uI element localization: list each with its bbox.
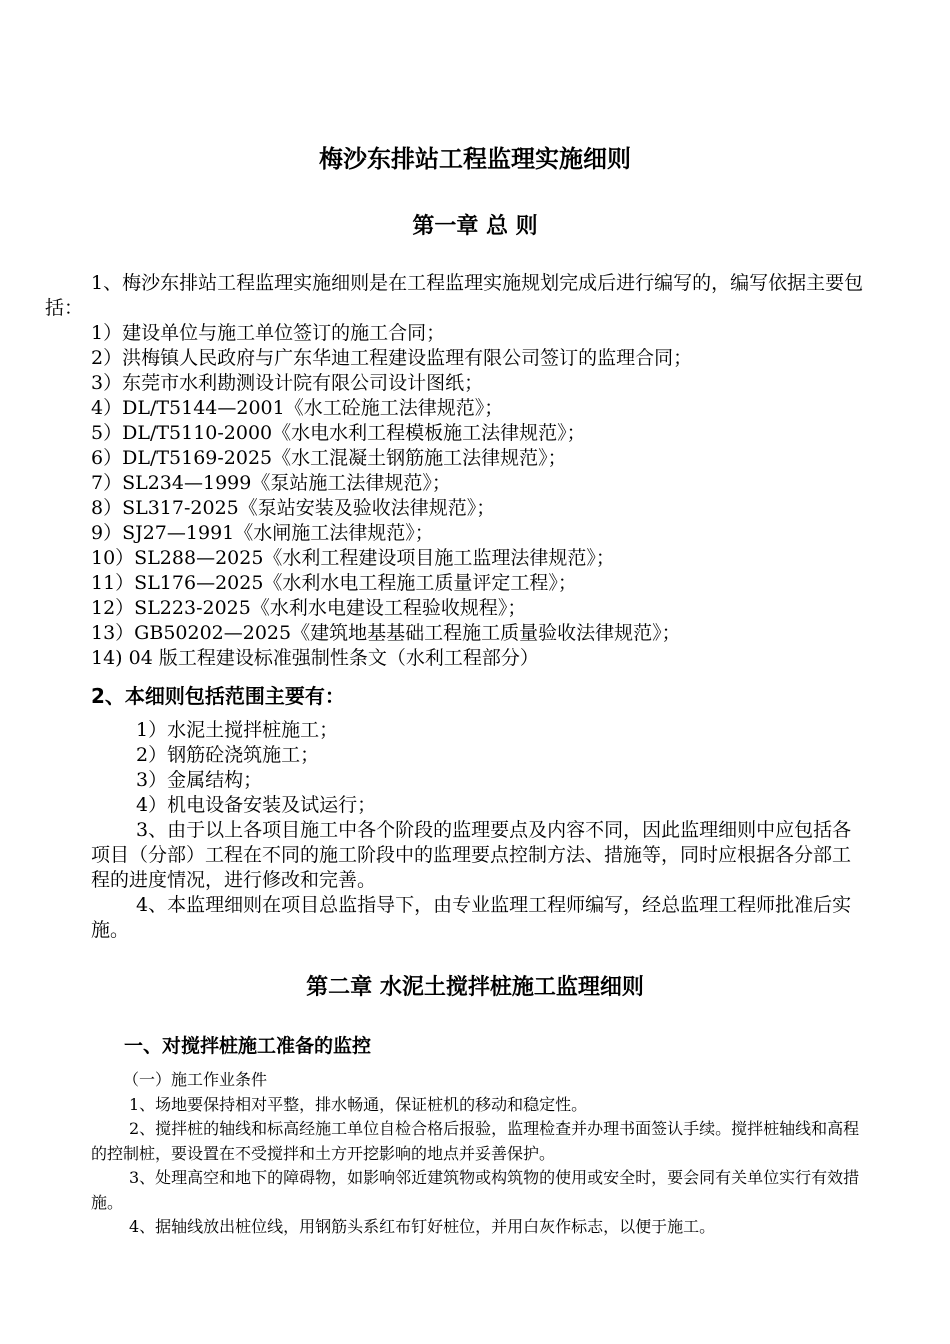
- basis-item: 2）洪梅镇人民政府与广东华迪工程建设监理有限公司签订的监理合同；: [91, 347, 693, 369]
- basis-item: 1）建设单位与施工单位签订的施工合同；: [91, 322, 446, 344]
- chapter-2-heading: 第二章 水泥土搅拌桩施工监理细则: [306, 975, 644, 1000]
- scope-item: 3）金属结构；: [136, 769, 263, 791]
- basis-item: 12）SL223-2025《水利水电建设工程验收规程》；: [91, 597, 527, 619]
- basis-item: 8）SL317-2025《泵站安装及验收法律规范》；: [91, 497, 496, 519]
- condition-item: 3、处理高空和地下的障碍物，如影响邻近建筑物或构筑物的使用或安全时，要会同有关单位实行有效措施。: [91, 1168, 860, 1212]
- paragraph-4: 4、本监理细则在项目总监指导下，由专业监理工程师编写，经总监理工程师批准后实施。: [91, 894, 852, 941]
- section-1-heading: 一、对搅拌桩施工准备的监控: [124, 1035, 372, 1057]
- scope-item: 4）机电设备安装及试运行；: [136, 794, 377, 816]
- scope-heading: 2、本细则包括范围主要有：: [91, 684, 345, 708]
- basis-item: 13）GB50202—2025《建筑地基基础工程施工质量验收法律规范》；: [91, 622, 681, 644]
- condition-item: 2、搅拌桩的轴线和标高经施工单位自检合格后报验，监理检查并办理书面签认手续。搅拌桩轴线和高程的控制桩，要设置在不受搅拌和土方开挖影响的地点并妥善保护。: [91, 1119, 860, 1163]
- condition-item: 4、据轴线放出桩位线，用钢筋头系红布钉好桩位，并用白灰作标志，以便于施工。: [129, 1217, 716, 1236]
- basis-item: 5）DL/T5110-2000《水电水利工程模板施工法律规范》；: [91, 422, 586, 444]
- scope-block: [91, 718, 867, 943]
- intro-paragraph: 1、梅沙东排站工程监理实施细则是在工程监理实施规划完成后进行编写的，编写依据主要包括：: [45, 272, 864, 319]
- condition-item: 1、场地要保持相对平整，排水畅通，保证桩机的移动和稳定性。: [129, 1094, 588, 1114]
- basis-item: 4）DL/T5144—2001《水工砼施工法律规范》；: [91, 397, 504, 419]
- work-conditions-block: [91, 1068, 867, 1240]
- basis-item: 9）SJ27—1991《水闸施工法律规范》；: [91, 522, 434, 544]
- chapter-1-basis-block: [45, 271, 895, 671]
- scope-item: 2）钢筋砼浇筑施工；: [136, 744, 320, 766]
- chapter-1-heading: 第一章 总 则: [412, 214, 538, 239]
- conditions-heading: （一）施工作业条件: [123, 1070, 268, 1089]
- basis-item: 14) 04 版工程建设标准强制性条文（水利工程部分）: [91, 647, 539, 669]
- paragraph-3: 3、由于以上各项目施工中各个阶段的监理要点及内容不同，因此监理细则中应包括各项目（分部）工程在不同的施工阶段中的监理要点控制方法、措施等，同时应根据各分部工程的进度情况，进行修改和完善。: [91, 819, 852, 891]
- basis-item: 6）DL/T5169-2025《水工混凝土钢筋施工法律规范》；: [91, 447, 567, 469]
- basis-item: 11）SL176—2025《水利水电工程施工质量评定工程》；: [91, 572, 577, 594]
- basis-item: 3）东莞市水利勘测设计院有限公司设计图纸；: [91, 372, 484, 394]
- scope-item: 1）水泥土搅拌桩施工；: [136, 719, 339, 741]
- document-title: 梅沙东排站工程监理实施细则: [319, 145, 631, 173]
- basis-item: 7）SL234—1999《泵站施工法律规范》；: [91, 472, 451, 494]
- basis-item: 10）SL288—2025《水利工程建设项目施工监理法律规范》；: [91, 547, 615, 569]
